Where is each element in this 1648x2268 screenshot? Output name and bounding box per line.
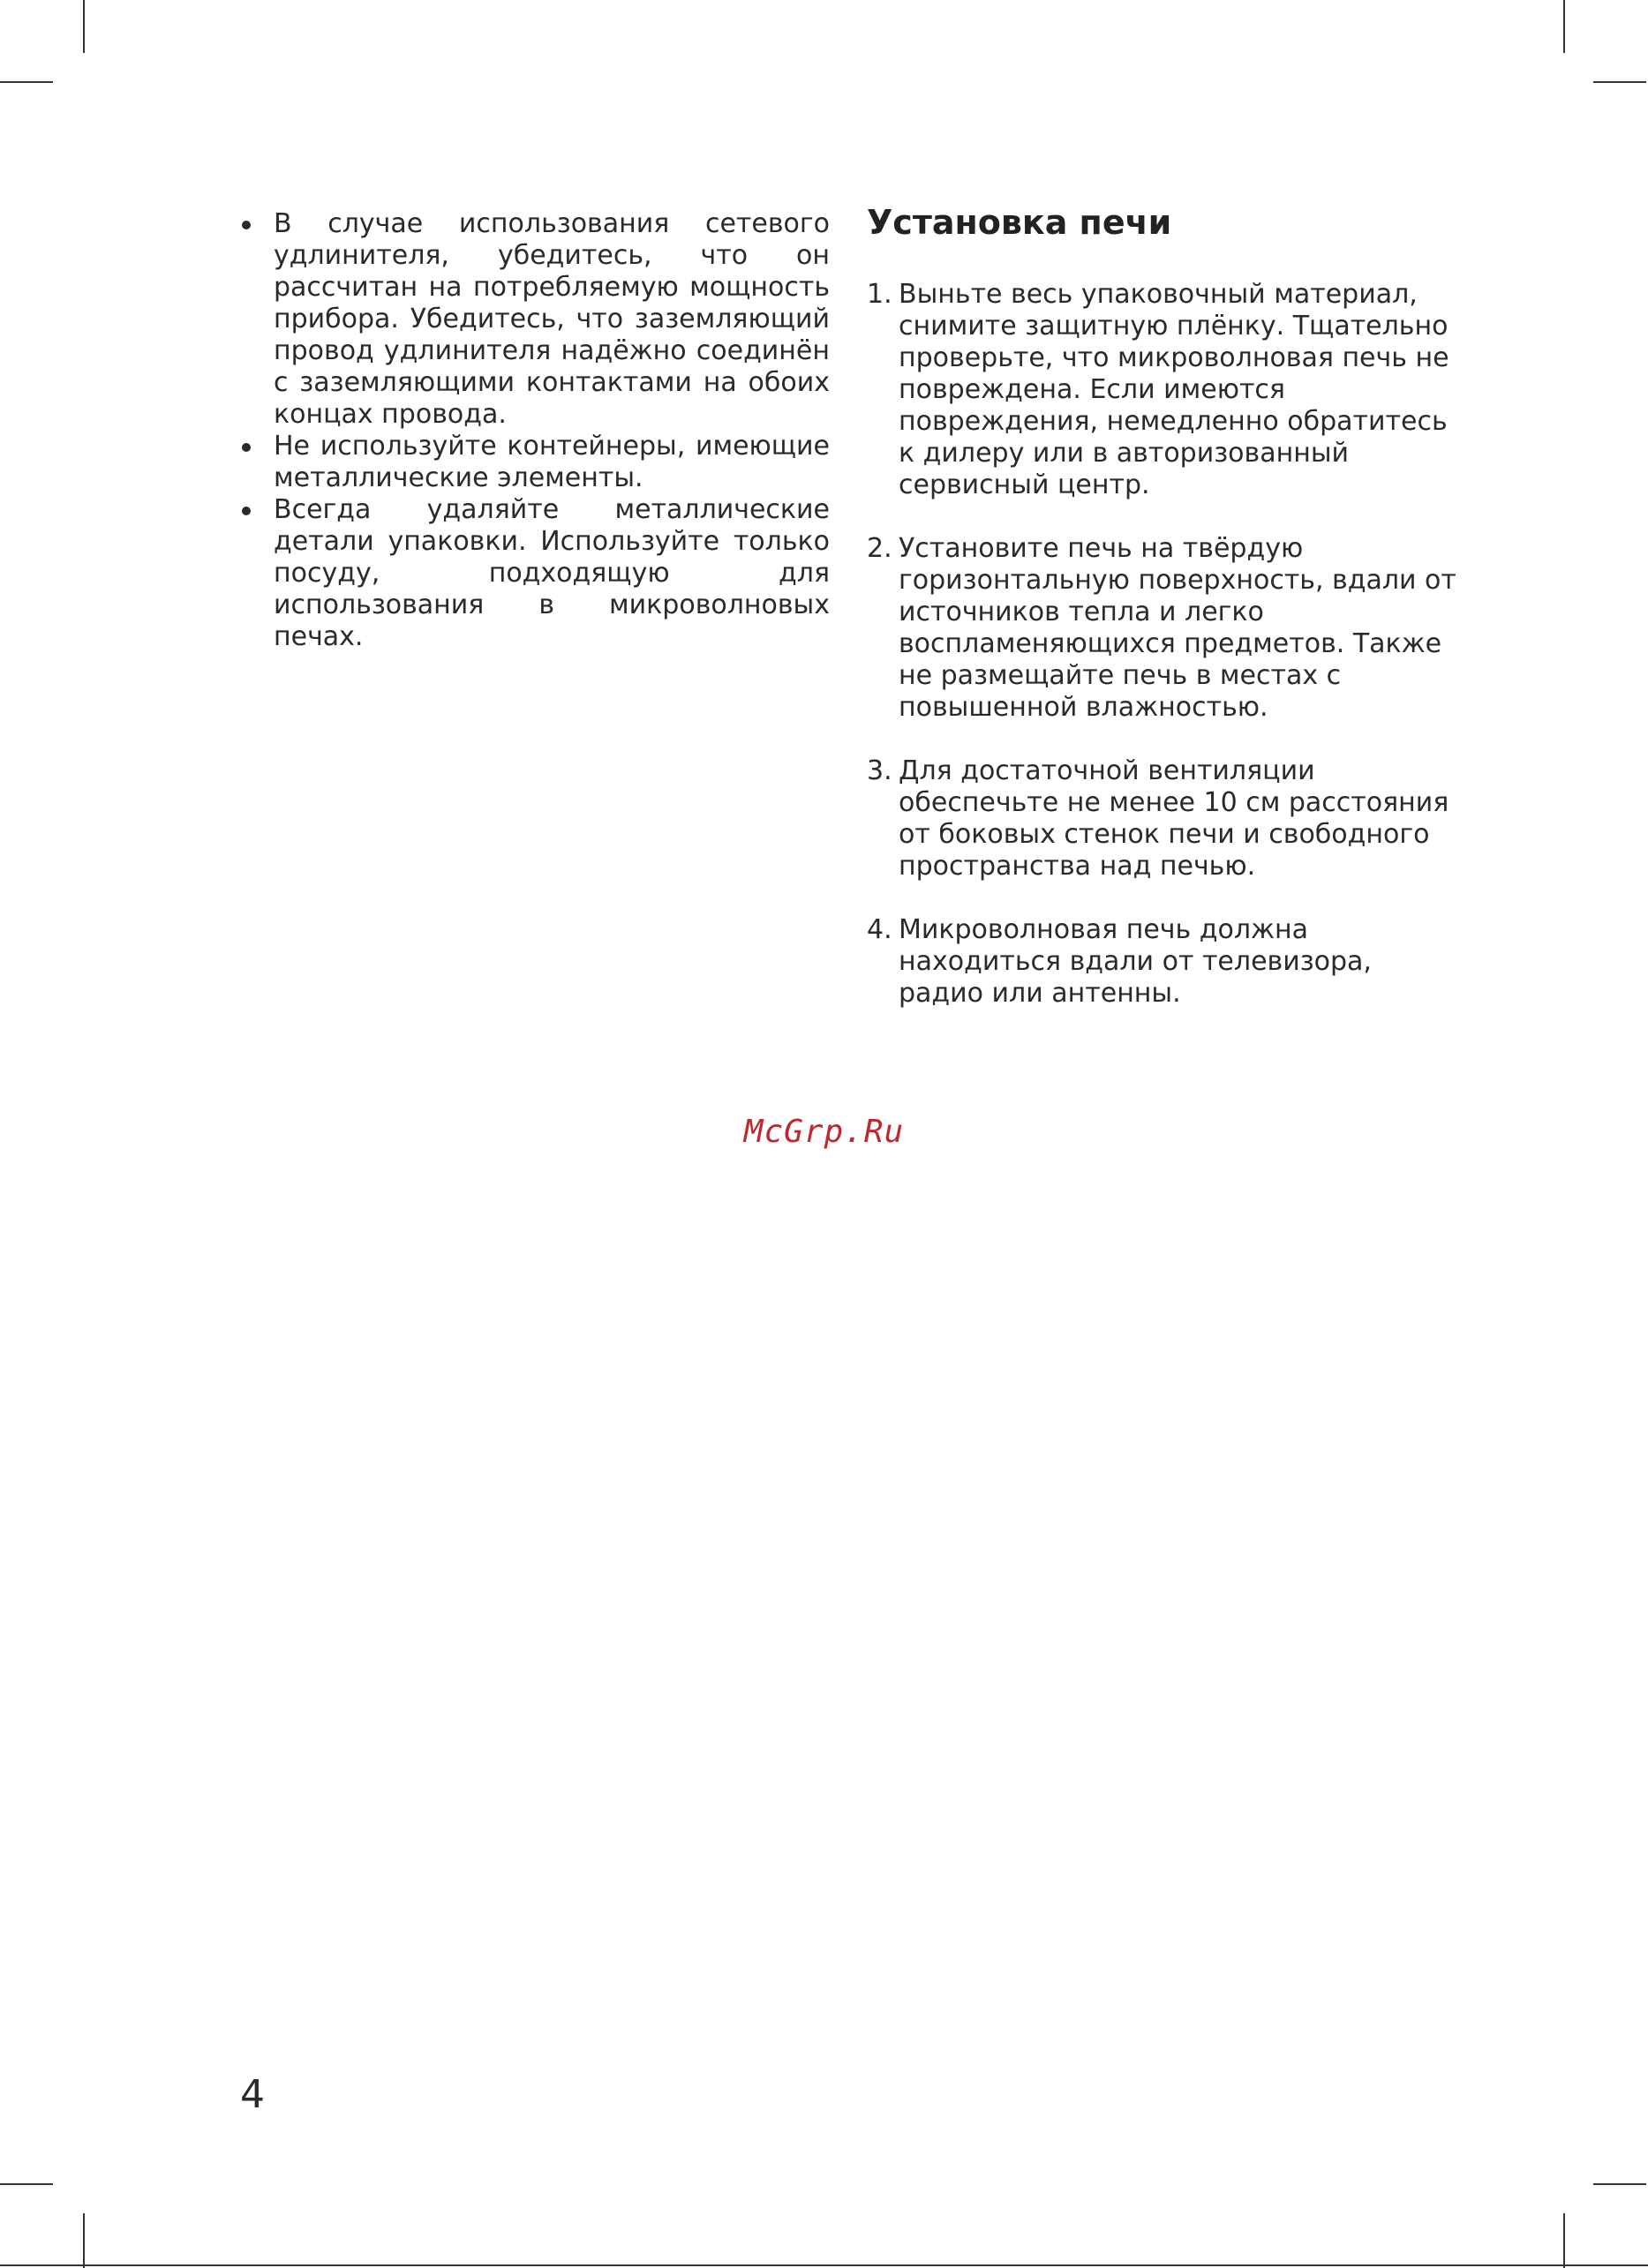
crop-mark-top-right-vertical [1563, 0, 1565, 53]
crop-mark-bottom-left-horizontal [0, 2183, 53, 2185]
step-number: 3. [867, 755, 892, 786]
bullet-text: В случае использования сетевого удлинителя, убедитесь, что он рассчитан на потребляемую мощность прибора. Убедитесь, что заземляющий провод удлинителя надёжно соединён с заземляющими контактами на обоих концах провода. [274, 208, 830, 430]
crop-mark-bottom-left-vertical [83, 2213, 85, 2268]
step-text: Микроволновая печь должна находиться вдали от телевизора, радио или антенны. [899, 914, 1372, 1009]
step-item-3 [867, 755, 1458, 882]
bullet-dot-icon [242, 221, 251, 229]
section-title: Установка печи [867, 203, 1172, 242]
page-number: 4 [240, 2072, 265, 2117]
left-column [240, 208, 830, 653]
step-item-1 [867, 279, 1458, 501]
installation-steps-list [867, 279, 1458, 1010]
step-number: 2. [867, 533, 892, 564]
step-number: 1. [867, 279, 892, 310]
step-item-4 [867, 914, 1458, 1010]
bullet-dot-icon [242, 507, 251, 515]
step-text: Установите печь на твёрдую горизонтальную поверхность, вдали от источников тепла и легко воспламеняющихся предметов. Также не размещайте печь в местах с повышенной влажностью. [899, 533, 1456, 723]
bottom-edge-line [0, 2264, 1648, 2266]
step-number: 4. [867, 914, 892, 945]
crop-mark-bottom-right-vertical [1563, 2213, 1565, 2268]
step-item-2 [867, 533, 1458, 724]
crop-mark-top-left-vertical [83, 0, 85, 53]
right-column [867, 201, 1458, 1041]
step-text: Для достаточной вентиляции обеспечьте не менее 10 см расстояния от боковых стенок печи и свободного пространства над печью. [899, 755, 1449, 882]
bullet-text: Не используйте контейнеры, имеющие металлические элементы. [274, 431, 830, 493]
watermark: McGrp.Ru [743, 1114, 905, 1150]
step-text: Выньте весь упаковочный материал, снимите защитную плёнку. Тщательно проверьте, что микроволновая печь не повреждена. Если имеются повреждения, немедленно обратитесь к дилеру или в авторизованный сервисный центр. [899, 279, 1449, 500]
bullet-item-packaging [240, 494, 830, 653]
bullet-item-extension-cord [240, 208, 830, 431]
bullet-dot-icon [242, 443, 251, 452]
crop-mark-bottom-right-horizontal [1593, 2183, 1646, 2185]
safety-bullet-list [240, 208, 830, 653]
crop-mark-top-right-horizontal [1593, 81, 1646, 83]
bullet-item-metal-containers [240, 431, 830, 494]
crop-mark-top-left-horizontal [0, 81, 53, 83]
bullet-text: Всегда удаляйте металлические детали упаковки. Используйте только посуду, подходящую для использования в микроволновых печах. [274, 494, 830, 652]
